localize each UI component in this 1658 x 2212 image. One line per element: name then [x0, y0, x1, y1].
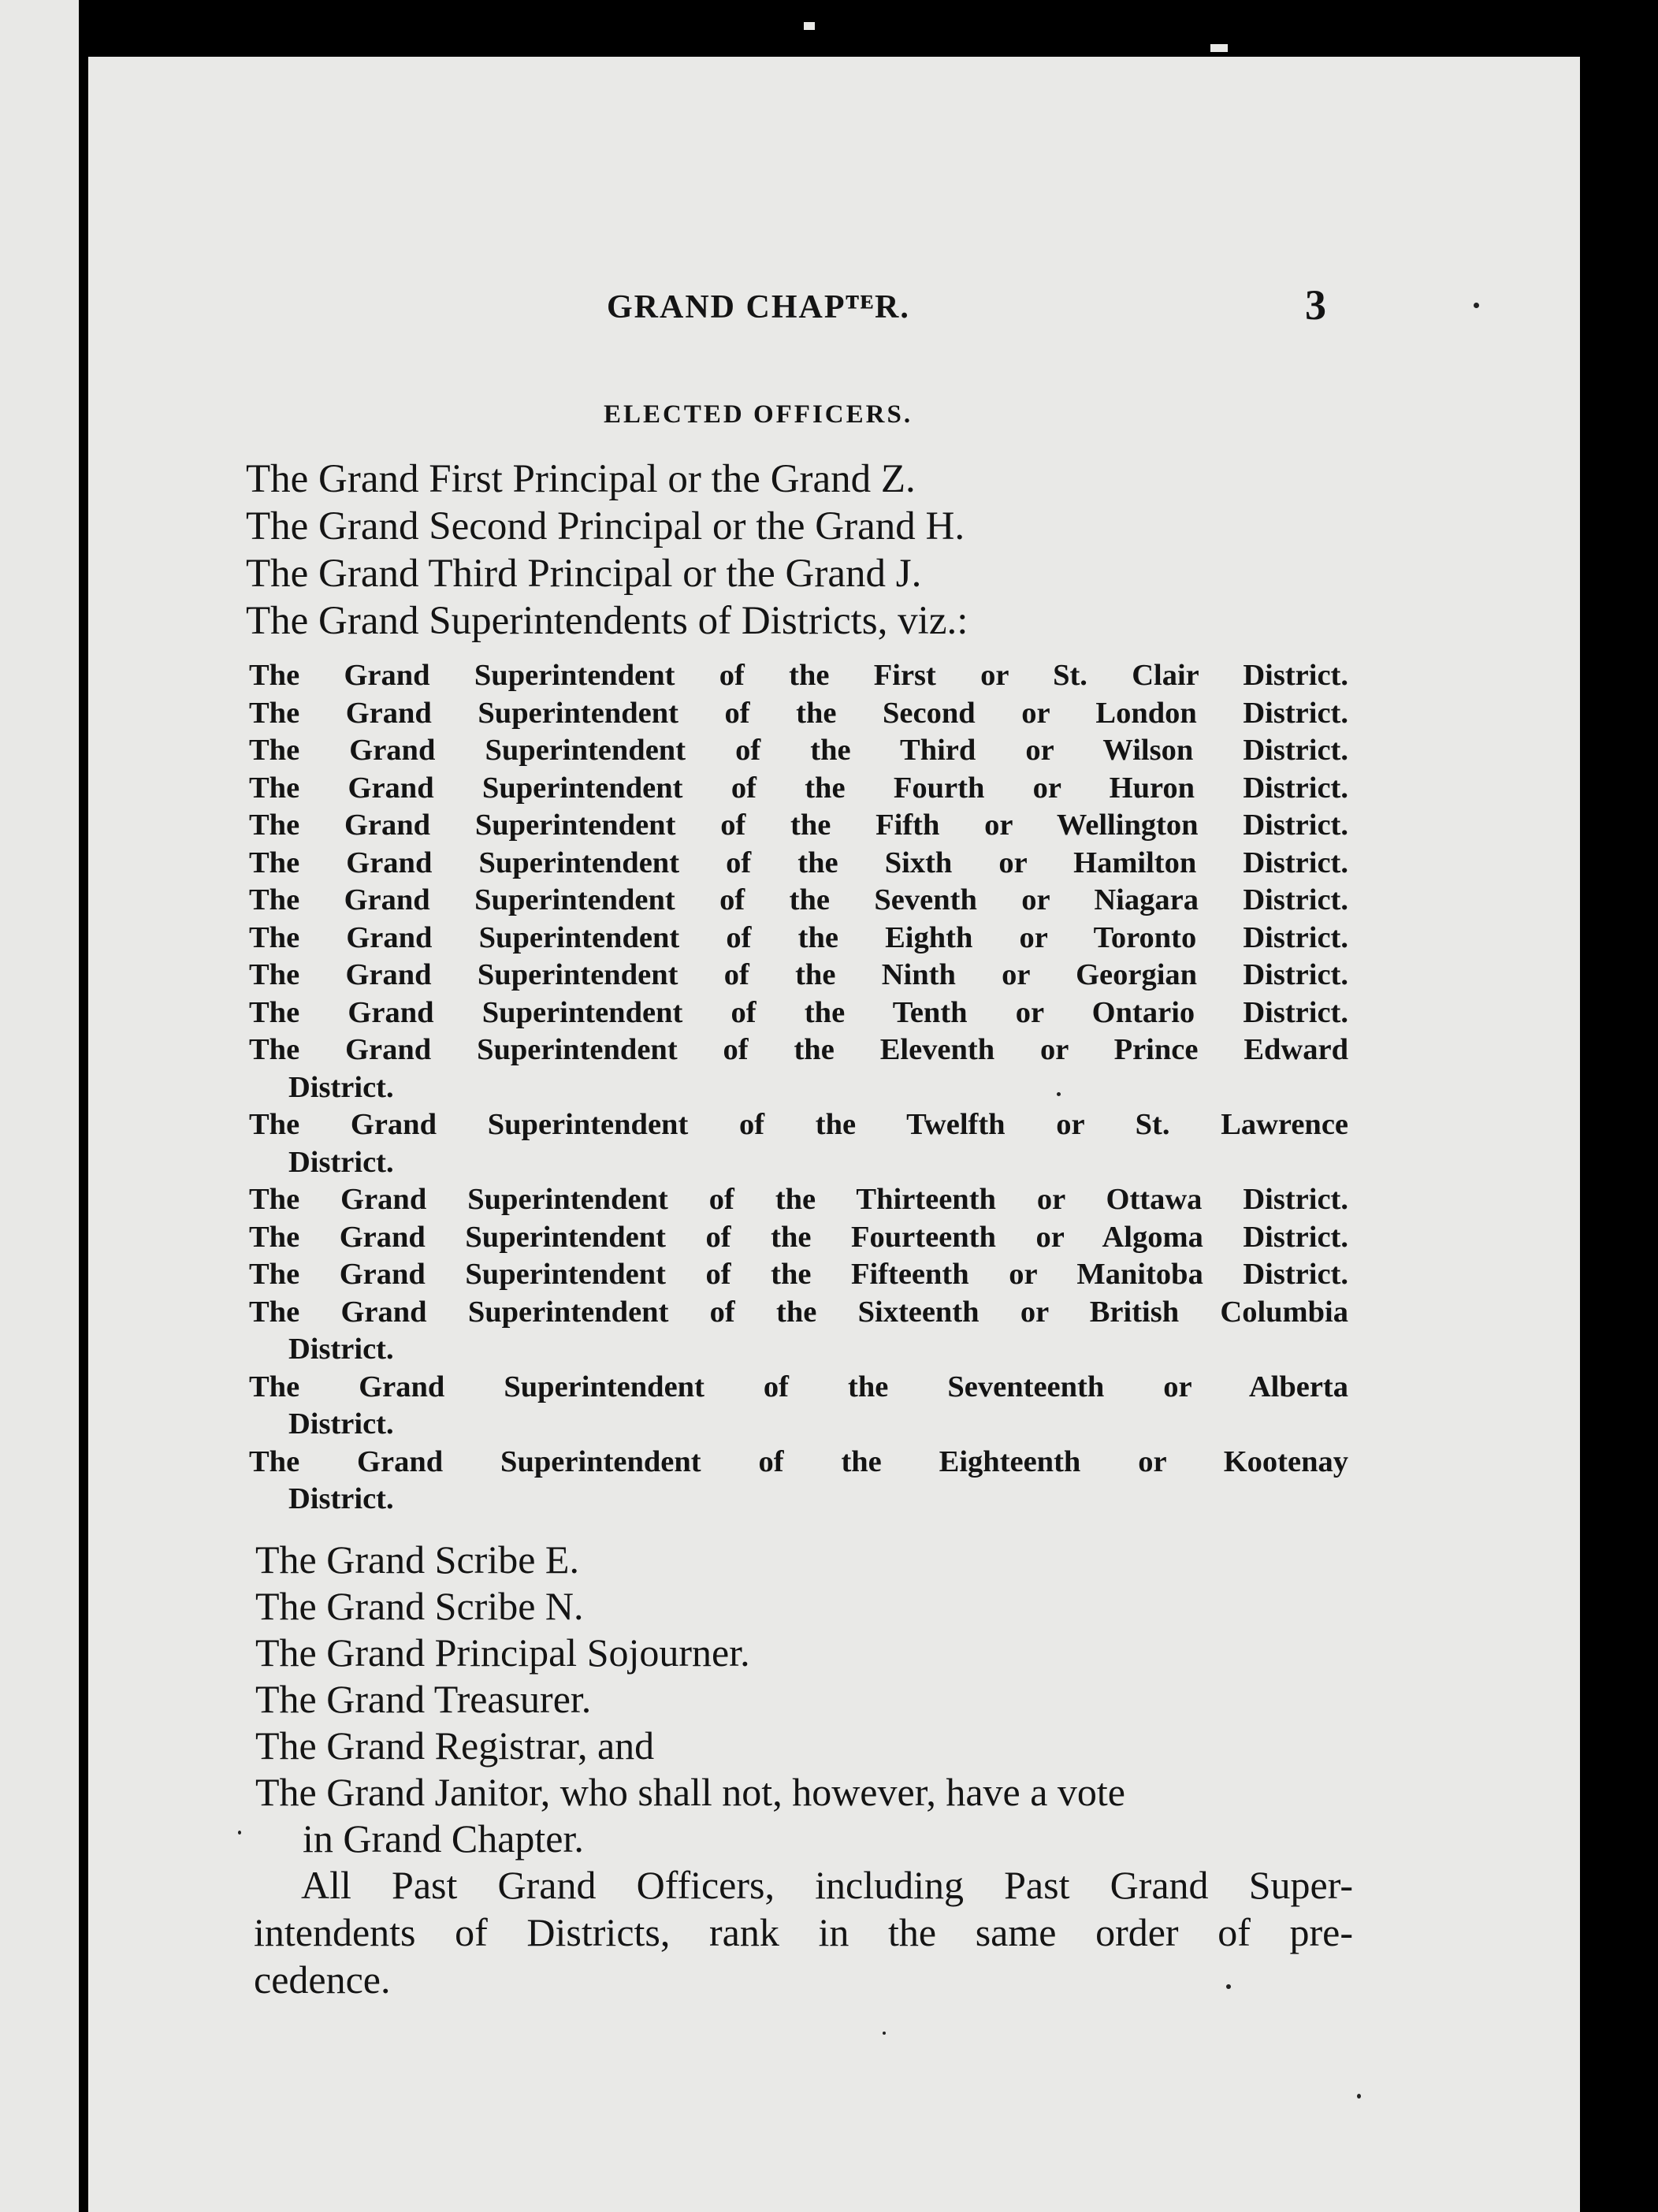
list-item: The Grand Superintendent of the Sixteenth or British Columbia — [249, 1295, 1348, 1329]
list-item: The Grand Superintendent of the Eleventh or Prince Edward — [249, 1033, 1348, 1066]
other-officers-list — [255, 1537, 1359, 1862]
list-item: The Grand Superintendent of the Second or London District. — [249, 696, 1348, 730]
list-item-continuation: District. — [288, 1482, 394, 1515]
list-item: The Grand Superintendent of the Ninth or Georgian District. — [249, 958, 1348, 991]
running-title: GRAND CHAPᵀᴱR. — [607, 289, 910, 325]
list-item: The Grand Janitor, who shall not, however, have a vote — [255, 1770, 1126, 1814]
paragraph-line: cedence. — [254, 1957, 391, 2002]
list-item: The Grand Superintendent of the Eighth or Toronto District. — [249, 920, 1348, 954]
list-item: The Grand Superintendent of the Twelfth or St. Lawrence — [249, 1108, 1348, 1141]
list-item: The Grand Superintendent of the Fifth or Wellington District. — [249, 809, 1348, 842]
scan-speck — [1226, 1984, 1231, 1989]
precedence-paragraph — [254, 1861, 1353, 2003]
list-item: The Grand Second Principal or the Grand H. — [246, 504, 965, 548]
list-item-continuation: District. — [288, 1333, 394, 1366]
scan-artifact — [804, 22, 815, 30]
list-item: The Grand Scribe E. — [255, 1537, 579, 1582]
scan-speck — [1357, 2094, 1361, 2099]
list-item: The Grand Superintendent of the Seventh or Niagara District. — [249, 883, 1348, 916]
paragraph-line: intendents of Districts, rank in the same order of pre- — [254, 1910, 1353, 1954]
list-item: The Grand Superintendent of the Fourteenth or Algoma District. — [249, 1220, 1348, 1254]
list-item-continuation: District. — [288, 1145, 394, 1179]
page-number: 3 — [1305, 281, 1326, 329]
list-item: The Grand Superintendent of the Fifteenth or Manitoba District. — [249, 1258, 1348, 1291]
list-item: The Grand Superintendent of the Third or Wilson District. — [249, 734, 1348, 767]
facing-page-edge — [0, 0, 79, 2212]
list-item: The Grand Third Principal or the Grand J. — [246, 552, 922, 596]
list-item: The Grand Superintendent of the Sixth or Hamilton District. — [249, 846, 1348, 879]
list-item: The Grand Registrar, and — [255, 1723, 655, 1768]
district-superintendents-list — [249, 657, 1348, 1519]
list-item: The Grand Superintendents of Districts, viz.: — [246, 599, 968, 643]
list-item: The Grand Principal Sojourner. — [255, 1630, 750, 1675]
list-item: The Grand Scribe N. — [255, 1584, 584, 1628]
list-item: The Grand Treasurer. — [255, 1677, 592, 1721]
list-item: The Grand Superintendent of the Thirteenth or Ottawa District. — [249, 1183, 1348, 1216]
scan-speck — [1474, 303, 1479, 308]
list-item: The Grand Superintendent of the Eighteenth or Kootenay — [249, 1444, 1348, 1478]
scan-speck — [883, 2032, 886, 2035]
list-item: The Grand Superintendent of the Tenth or Ontario District. — [249, 995, 1348, 1029]
scan-speck — [1057, 1092, 1061, 1096]
scan-speck — [238, 1831, 241, 1835]
paragraph-line: All Past Grand Officers, including Past Grand Super- — [301, 1863, 1353, 1907]
list-item-continuation: in Grand Chapter. — [303, 1816, 584, 1861]
list-item: The Grand Superintendent of the Seventeenth or Alberta — [249, 1370, 1348, 1403]
list-item-continuation: District. — [288, 1407, 394, 1441]
list-item: The Grand Superintendent of the Fourth or Huron District. — [249, 771, 1348, 805]
section-heading: ELECTED OFFICERS. — [604, 400, 913, 429]
principal-officers-list — [246, 455, 1365, 645]
list-item: The Grand First Principal or the Grand Z. — [246, 457, 916, 501]
list-item: The Grand Superintendent of the First or St. Clair District. — [249, 659, 1348, 692]
list-item-continuation: District. — [288, 1070, 394, 1104]
scan-artifact — [1210, 44, 1228, 52]
